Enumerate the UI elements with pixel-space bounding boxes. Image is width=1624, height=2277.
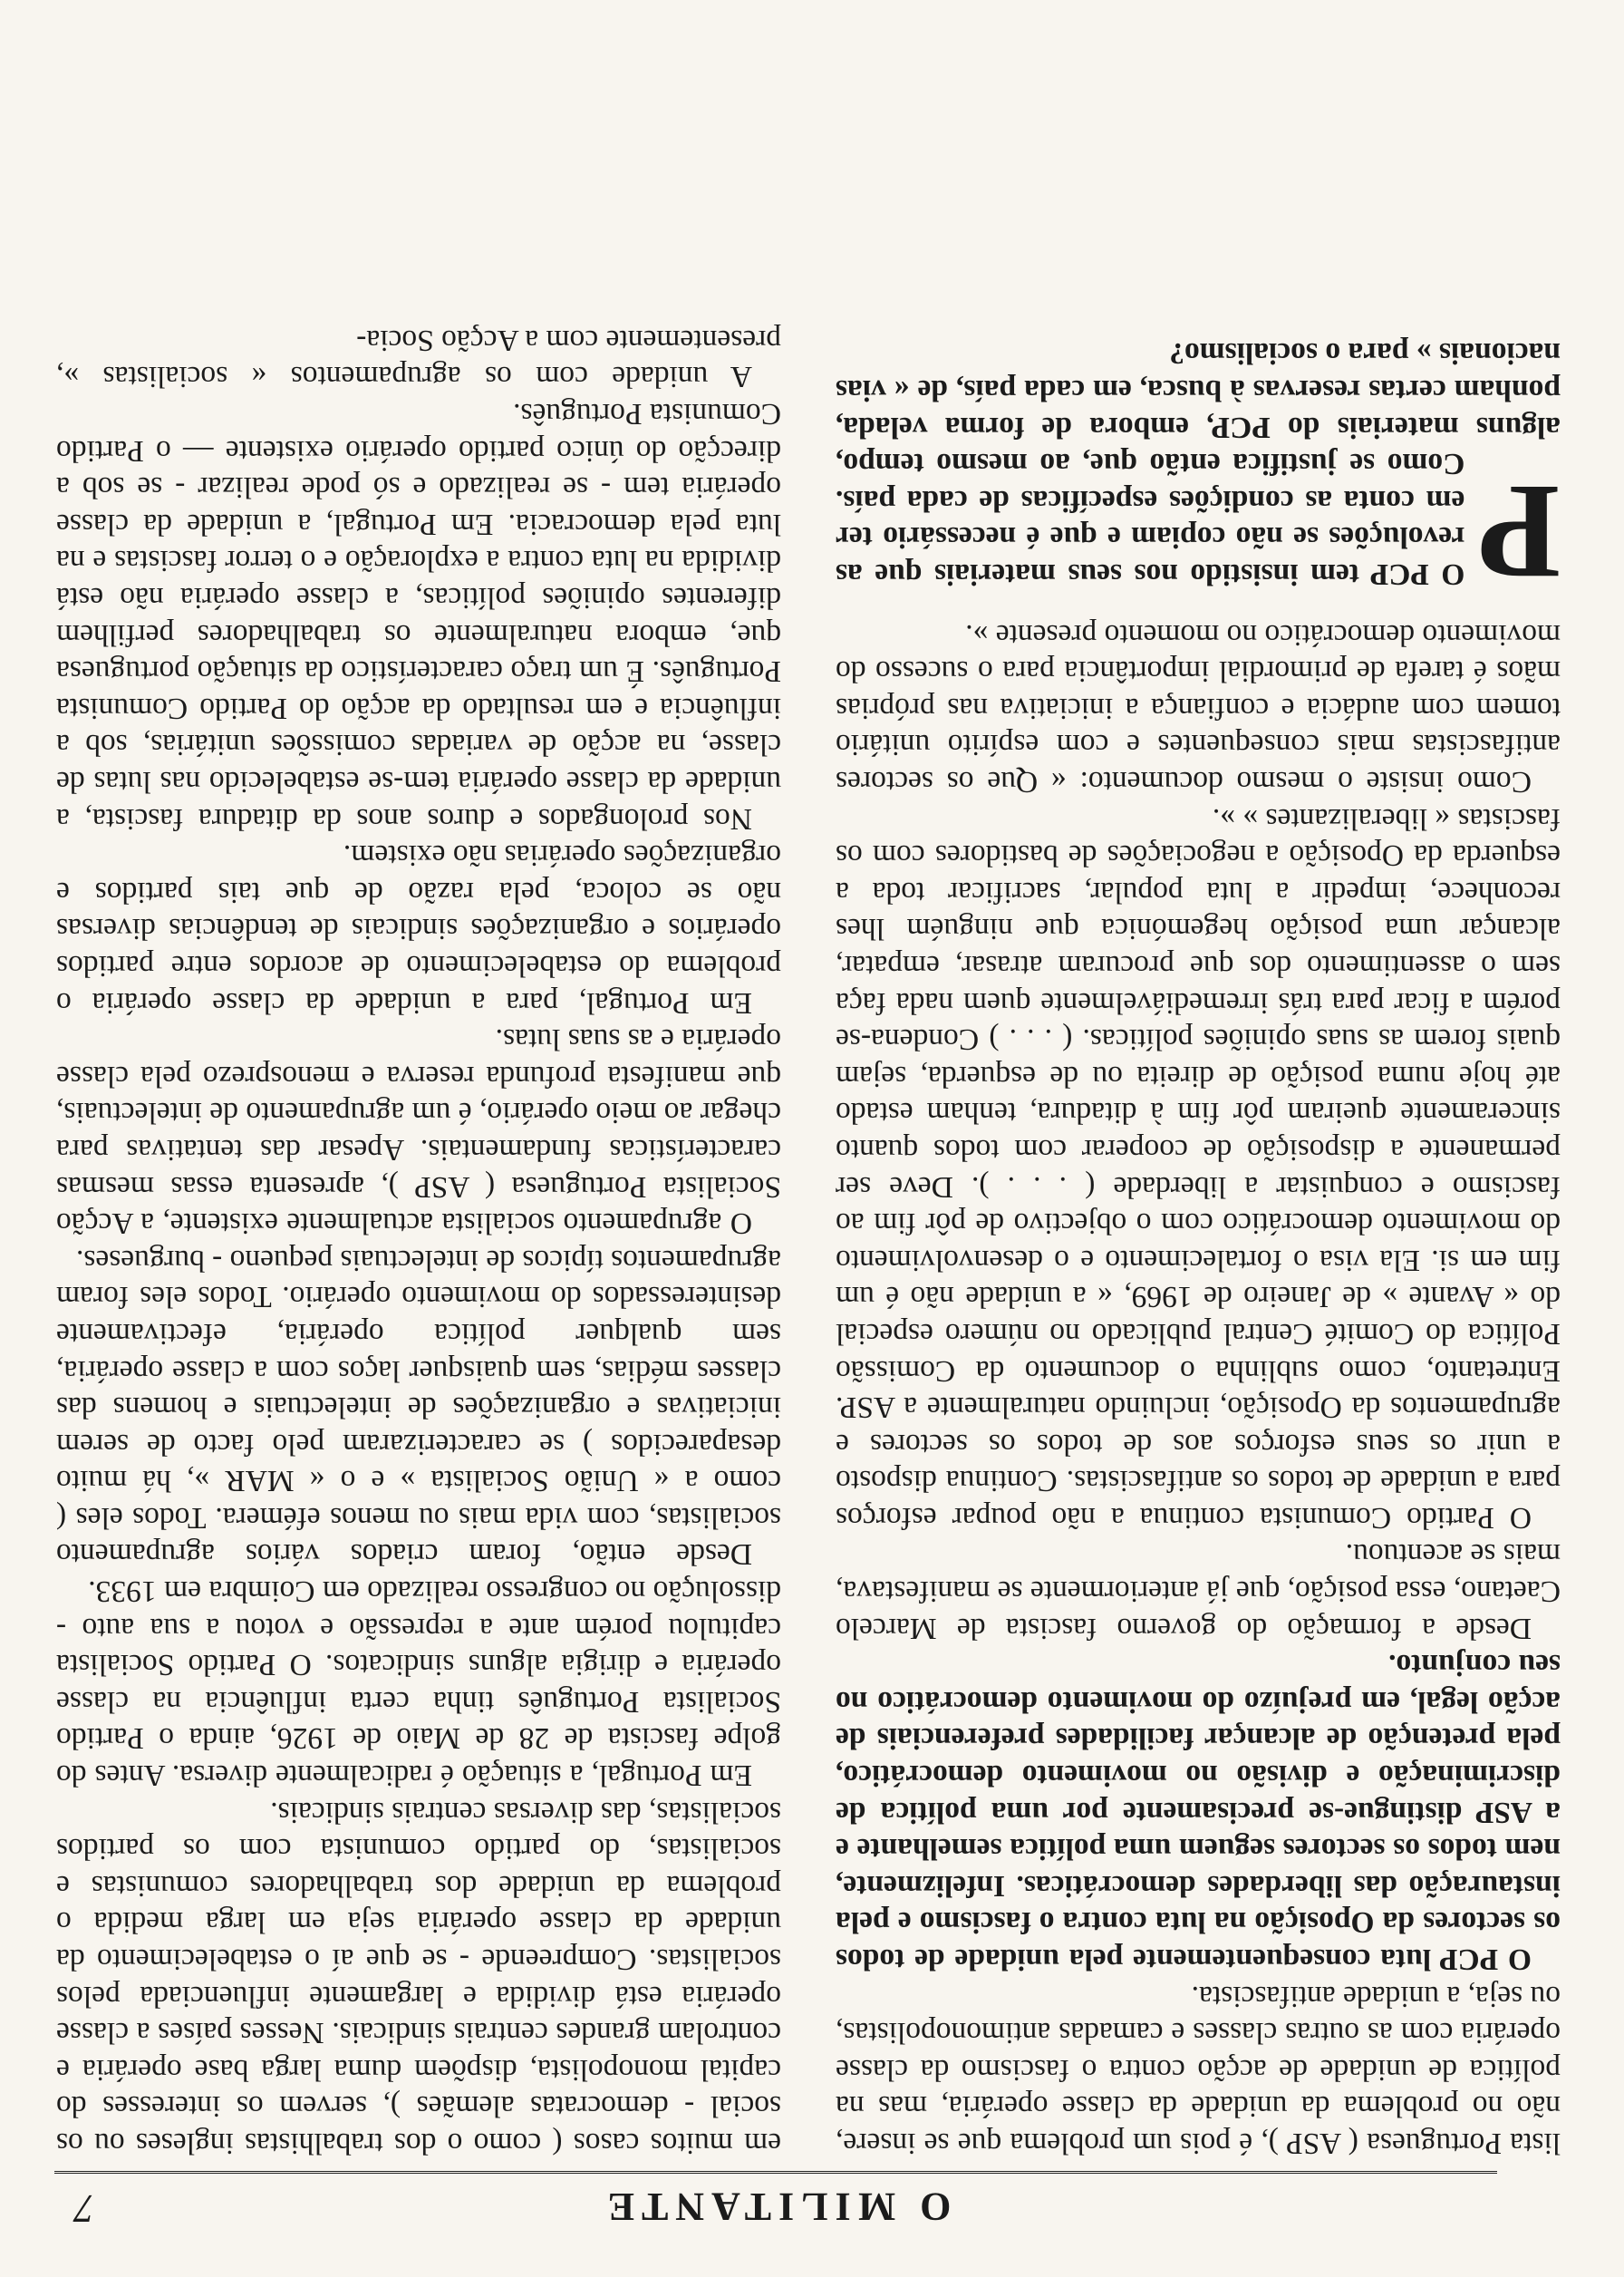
paragraph: Desde a formação do governo fascista de Marcelo Caetano, essa posição, que já anteriormente se manifestava, mais se acentuou. [836, 1537, 1561, 1645]
paragraph: O PCP luta consequentemente pela unidade de todos os sectores da Oposição na luta contra o fascismo e pela instauração das liberdades democráticas. Infelizmente, nem todos os sectores seguem uma política semelhante e a ASP distingue-se precisamente por uma política de discriminação e divisão no movimento democrático, pela pretenção de alcançar facilidades preferenciais de acção legal, em prejuízo do movimento democrático no seu conjunto. [836, 1648, 1561, 1977]
paragraph: O agrupamento socialista actualmente existente, a Acção Socialista Portuguesa ( ASP ), apresenta essas mesmas características fundamentais. Apesar das tentativas para chegar ao meio operário, é um agrupamento de intelectuais, que manifesta profunda reserva e menosprezo pela classe operária e as suas lutas. [56, 1022, 781, 1241]
question-text: O PCP tem insistido nos seus materiais que as revoluções se não copiam e que é necessário ter em conta as condições específicas de cada país. Como se justifica então que, ao mesmo tempo, alguns materiais do PCP, embora de forma velada, ponham certas reservas à busca, em cada país, de « vias nacionais » para o socialismo? [836, 336, 1561, 592]
paragraph: Em Portugal, para a unidade da classe operária o problema do estabelecimento de acordos entre partidos operários e organizações sindicais de tendências diversas não se coloca, pela razão de que tais partidos e organizações operárias não existem. [56, 838, 781, 1020]
paragraph: O Partido Comunista continua a não poupar esforços para a unidade de todos os antifascistas. Continua disposto a unir os seus esforços aos de todos os sectores e agrupamentos da Oposição, incluindo naturalmente a ASP. Entretanto, como sublinha o documento da Comissão Política do Comité Central publicado no número especial do « Avante » de Janeiro de 1969, « a unidade não é um fim em si. Ela visa o fortalecimento e o desenvolvimento do movimento democrático com o objectivo de pôr fim ao fascismo e conquistar a liberdade ( . . . ). Deve ser permanente a disposição de cooperar com todos quanto sinceramente queiram pôr fim à ditadura, tenham estado até hoje numa posição de direita ou de esquerda, sejam quais forem as suas opiniões políticas. ( . . . ) Condena-se porém a ficar para trás irremediávelmente quem nada faça sem o assentimento dos que procuram atrasar, empatar, alcançar uma posição hegemónica que ninguém lhes reconhece, impedir a luta popular, sacrificar toda a esquerda da Oposição a negociações de bastidores com os fascistas « liberalizantes » ». [836, 801, 1561, 1535]
drop-cap: P [1477, 457, 1561, 608]
right-column [56, 321, 781, 2161]
paragraph: Nos prolongados e duros anos da ditadura fascista, a unidade da classe operária tem-se estabelecido nas lutas de classe, na acção de variadas comissões unitárias, sob a influência e em resultado da acção do Partido Comunista Português. É um traço característico da situação portuguesa que, embora naturalmente os trabalhadores perfilhem diferentes opiniões políticas, a classe operária não está dividida na luta contra a exploração e o terror fascistas e na luta pela democracia. Em Portugal, a unidade da classe operária tem - se realizado e só pode realizar - se sob a direcção do único partido operário existente — o Partido Comunista Português. [56, 397, 781, 836]
newspaper-title: O MILITANTE [600, 2185, 952, 2229]
left-column [836, 334, 1561, 2161]
question-paragraph [836, 334, 1561, 608]
paragraph: lista Portuguesa ( ASP ), é pois um problema que se insere, não no problema da unidade da classe operária, mas na política de unidade de acção contra o fascismo da classe operária com as outras classes e camadas antimonopolistas, ou seja, a unidade antifascista. [836, 1979, 1561, 2160]
paragraph: A unidade com os agrupamentos « socialistas », presentemente com a Acção Socia- [56, 323, 781, 394]
page-number: 7 [74, 2186, 94, 2231]
paragraph: em muitos casos ( como o dos trabalhistas ingleses ou os social - democratas alemães ), servem os interesses do capital monopolista, dispõem duma larga base operária e controlam grandes centrais sindicais. Nesses países a classe operária está dividida e largamente influenciada pelos socialistas. Compreende - se que aí o estabelecimento da unidade da classe operária seja em larga medida o problema da unidade dos trabalhadores comunistas e socialistas, do partido comunista com os partidos socialistas, das diversas centrais sindicais. [56, 1795, 781, 2160]
paragraph: Desde então, foram criados vários agrupamento socialistas, com vida mais ou menos efémera. Todos eles ( como a « União Socialista » e o « MAR », há muito desaparecidos ) se caracterizaram pelo facto de serem iniciativas e organizações de intelectuais e homens das classes médias, sem quaisquer laços com a classe operária, sem qualquer política operária, efectivamente desinteressados do movimento operário. Todos eles foram agrupamentos típicos de intelectuais pequeno - burgueses. [56, 1243, 781, 1572]
masthead [54, 2171, 1497, 2237]
paragraph: Em Portugal, a situação é radicalmente diversa. Antes do golpe fascista de 28 de Maio de 1926, ainda o Partido Socialista Português tinha certa influência na classe operária e dirigia alguns sindicatos. O Partido Socialista capitulou porém ante a repressão e votou a sua auto - dissolução no congresso realizado em Coimbra em 1933. [56, 1575, 781, 1793]
paragraph: Como insiste o mesmo documento: « Que os sectores antifascistas mais consequentes e com espírito unitário tomem com audácia e confiança a iniciativa nas próprias mãos é tarefa de primordial importância para o sucesso do movimento democrático no momento presente ». [836, 617, 1561, 799]
